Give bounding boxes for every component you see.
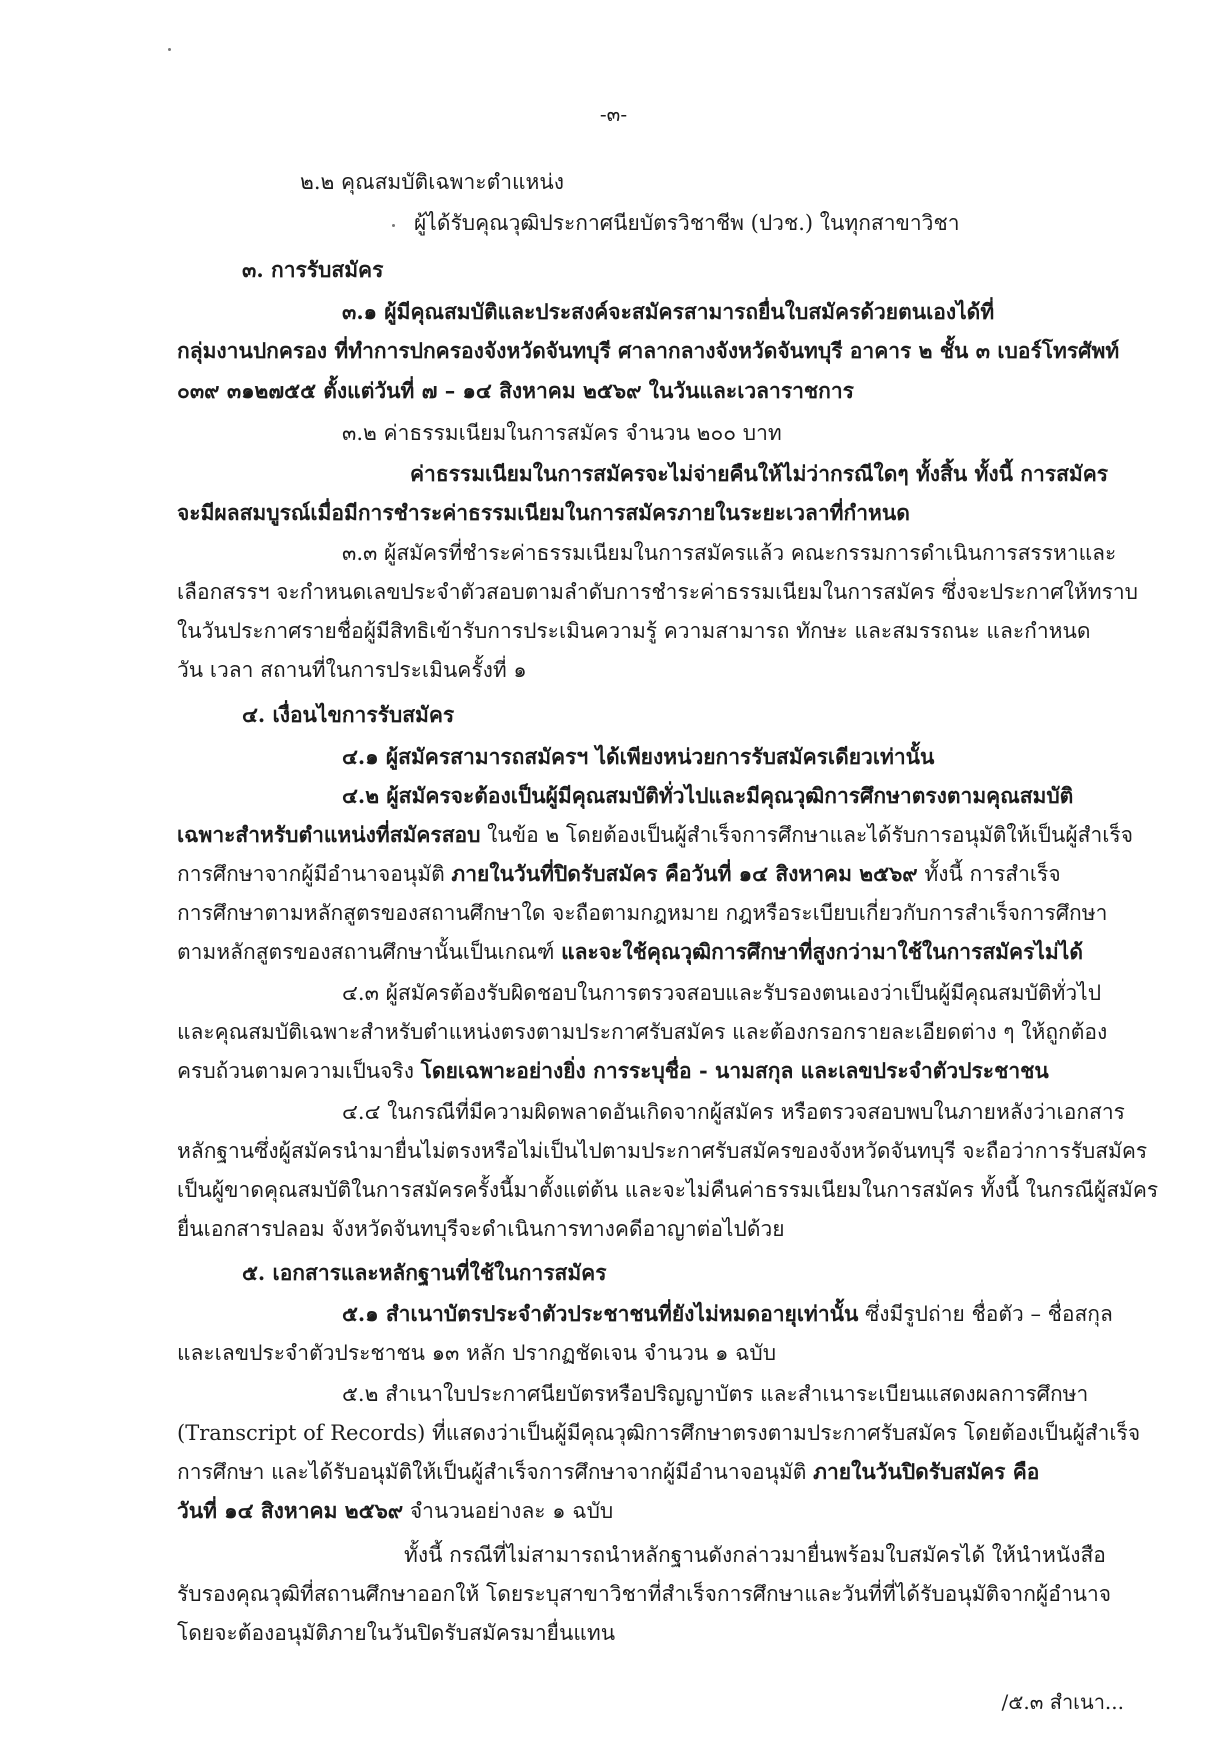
section-2-2-heading: ๒.๒ คุณสมบัติเฉพาะตำแหน่ง xyxy=(300,170,565,194)
paragraph-4-2-line: ๔.๒ ผู้สมัครจะต้องเป็นผู้มีคุณสมบัติทั่วไปและมีคุณวุฒิการศึกษาตรงตามคุณสมบัติ xyxy=(342,783,1074,808)
text-span: ตามหลักสูตรของสถานศึกษานั้นเป็นเกณฑ์ xyxy=(177,940,562,964)
paragraph-5-2-line: ๕.๒ สำเนาใบประกาศนียบัตรหรือปริญญาบัตร และสำเนาระเบียนแสดงผลการศึกษา xyxy=(342,1382,1089,1406)
paragraph-5-2-line xyxy=(177,1494,613,1528)
paragraph-5-2-line: (Transcript of Records) ที่แสดงว่าเป็นผู้มีคุณวุฒิการศึกษาตรงตามประกาศรับสมัคร โดยต้องเป็นผู้สำเร็จ xyxy=(177,1421,1141,1445)
text-span: จำนวนอย่างละ ๑ ฉบับ xyxy=(403,1499,614,1523)
paragraph-3-1-line: ๐๓๙ ๓๑๒๗๕๕ ตั้งแต่วันที่ ๗ – ๑๔ สิงหาคม ๒๕๖๙ ในวันและเวลาราชการ xyxy=(177,378,854,403)
note-line: ทั้งนี้ กรณีที่ไม่สามารถนำหลักฐานดังกล่าวมายื่นพร้อมใบสมัครได้ ให้นำหนังสือ xyxy=(404,1543,1106,1567)
paragraph-5-2-line xyxy=(177,1455,1039,1489)
paragraph-4-4-line: หลักฐานซึ่งผู้สมัครนำมายื่นไม่ตรงหรือไม่เป็นไปตามประกาศรับสมัครของจังหวัดจันทบุรี จะถือว่าการรับสมัคร xyxy=(177,1139,1148,1163)
paragraph-4-4-line: เป็นผู้ขาดคุณสมบัติในการสมัครครั้งนี้มาตั้งแต่ต้น และจะไม่คืนค่าธรรมเนียมในการสมัคร ทั้งนี้ ในกรณีผู้สมัคร xyxy=(177,1178,1159,1202)
text-span: ซึ่งมีรูปถ่าย ชื่อตัว – ชื่อสกุล xyxy=(858,1302,1113,1326)
text-span: การศึกษา และได้รับอนุมัติให้เป็นผู้สำเร็จการศึกษาจากผู้มีอำนาจอนุมัติ xyxy=(177,1460,814,1484)
note-line: รับรองคุณวุฒิที่สถานศึกษาออกให้ โดยระบุสาขาวิชาที่สำเร็จการศึกษาและวันที่ที่ได้รับอนุมัติจากผู้อำนาจ xyxy=(177,1582,1112,1606)
paragraph-4-3-line xyxy=(177,1054,1049,1088)
paragraph-4-3-line: ๔.๓ ผู้สมัครต้องรับผิดชอบในการตรวจสอบและรับรองตนเองว่าเป็นผู้มีคุณสมบัติทั่วไป xyxy=(342,981,1102,1005)
text-span: ครบถ้วนตามความเป็นจริง xyxy=(177,1059,421,1083)
paragraph-3-1-line: ๓.๑ ผู้มีคุณสมบัติและประสงค์จะสมัครสามารถยื่นใบสมัครด้วยตนเองได้ที่ xyxy=(342,299,995,324)
bold-phrase: วันที่ ๑๔ สิงหาคม ๒๕๖๙ xyxy=(177,1498,404,1523)
paragraph-3-1-line: กลุ่มงานปกครอง ที่ทำการปกครองจังหวัดจันทบุรี ศาลากลางจังหวัดจันทบุรี อาคาร ๒ ชั้น ๓ เบอร์โทรศัพท์ xyxy=(177,338,1120,363)
bold-phrase: ภายในวันที่ปิดรับสมัคร คือวันที่ ๑๔ สิงหาคม ๒๕๖๙ xyxy=(451,861,918,886)
paragraph-5-1-line: และเลขประจำตัวประชาชน ๑๓ หลัก ปรากฏชัดเจน จำนวน ๑ ฉบับ xyxy=(177,1341,777,1365)
paragraph-3-3-line: เลือกสรรฯ จะกำหนดเลขประจำตัวสอบตามลำดับการชำระค่าธรรมเนียมในการสมัคร ซึ่งจะประกาศให้ทราบ xyxy=(177,580,1138,604)
section-3-heading: ๓. การรับสมัคร xyxy=(242,257,384,282)
paragraph-4-2-line xyxy=(177,935,1083,969)
paragraph-3-3-line: วัน เวลา สถานที่ในการประเมินครั้งที่ ๑ xyxy=(177,658,527,682)
bold-phrase: โดยเฉพาะอย่างยิ่ง การระบุชื่อ - นามสกุล และเลขประจำตัวประชาชน xyxy=(420,1058,1049,1083)
paragraph-3-2-line: จะมีผลสมบูรณ์เมื่อมีการชำระค่าธรรมเนียมในการสมัครภายในระยะเวลาที่กำหนด xyxy=(177,500,910,525)
text-span: การศึกษาจากผู้มีอำนาจอนุมัติ xyxy=(177,862,452,886)
scan-speck xyxy=(392,224,395,227)
paragraph-3-3-line: ในวันประกาศรายชื่อผู้มีสิทธิเข้ารับการประเมินความรู้ ความสามารถ ทักษะ และสมรรถนะ และกำหนด xyxy=(177,619,1091,643)
section-5-heading: ๕. เอกสารและหลักฐานที่ใช้ในการสมัคร xyxy=(242,1260,607,1285)
bold-phrase: และจะใช้คุณวุฒิการศึกษาที่สูงกว่ามาใช้ในการสมัครไม่ได้ xyxy=(561,939,1083,964)
section-2-2-text: ผู้ได้รับคุณวุฒิประกาศนียบัตรวิชาชีพ (ปวช.) ในทุกสาขาวิชา xyxy=(414,211,960,235)
note-line: โดยจะต้องอนุมัติภายในวันปิดรับสมัครมายื่นแทน xyxy=(177,1621,616,1645)
paragraph-3-2-line: ๓.๒ ค่าธรรมเนียมในการสมัคร จำนวน ๒๐๐ บาท xyxy=(342,421,782,445)
paragraph-4-1: ๔.๑ ผู้สมัครสามารถสมัครฯ ได้เพียงหน่วยการรับสมัครเดียวเท่านั้น xyxy=(342,744,935,769)
page-number: -๓- xyxy=(599,102,628,126)
paragraph-5-1-line xyxy=(342,1297,1113,1331)
paragraph-3-3-line: ๓.๓ ผู้สมัครที่ชำระค่าธรรมเนียมในการสมัครแล้ว คณะกรรมการดำเนินการสรรหาและ xyxy=(342,541,1117,565)
paragraph-3-2-line: ค่าธรรมเนียมในการสมัครจะไม่จ่ายคืนให้ไม่ว่ากรณีใดๆ ทั้งสิ้น ทั้งนี้ การสมัคร xyxy=(410,461,1109,486)
text-span: ในข้อ ๒ โดยต้องเป็นผู้สำเร็จการศึกษาและได้รับการอนุมัติให้เป็นผู้สำเร็จ xyxy=(480,823,1134,847)
paragraph-4-2-line: การศึกษาตามหลักสูตรของสถานศึกษาใด จะถือตามกฎหมาย กฎหรือระเบียบเกี่ยวกับการสำเร็จการศึกษา xyxy=(177,901,1108,925)
paragraph-4-4-line: ๔.๔ ในกรณีที่มีความผิดพลาดอันเกิดจากผู้สมัคร หรือตรวจสอบพบในภายหลังว่าเอกสาร xyxy=(342,1100,1125,1124)
section-4-heading: ๔. เงื่อนไขการรับสมัคร xyxy=(242,702,455,727)
scan-speck xyxy=(168,48,171,51)
bold-phrase: เฉพาะสำหรับตำแหน่งที่สมัครสอบ xyxy=(177,822,481,847)
text-span: ทั้งนี้ การสำเร็จ xyxy=(917,862,1061,886)
paragraph-4-2-line xyxy=(177,818,1133,852)
paragraph-4-4-line: ยื่นเอกสารปลอม จังหวัดจันทบุรีจะดำเนินการทางคดีอาญาต่อไปด้วย xyxy=(177,1217,785,1241)
paragraph-4-2-line xyxy=(177,857,1061,891)
paragraph-4-3-line: และคุณสมบัติเฉพาะสำหรับตำแหน่งตรงตามประกาศรับสมัคร และต้องกรอกรายละเอียดต่าง ๆ ให้ถูกต้อง xyxy=(177,1020,1108,1044)
continuation-marker: /๕.๓ สำเนา... xyxy=(1001,1690,1124,1714)
bold-phrase: ภายในวันปิดรับสมัคร คือ xyxy=(813,1459,1040,1484)
bold-phrase: ๕.๑ สำเนาบัตรประจำตัวประชาชนที่ยังไม่หมดอายุเท่านั้น xyxy=(342,1301,859,1326)
